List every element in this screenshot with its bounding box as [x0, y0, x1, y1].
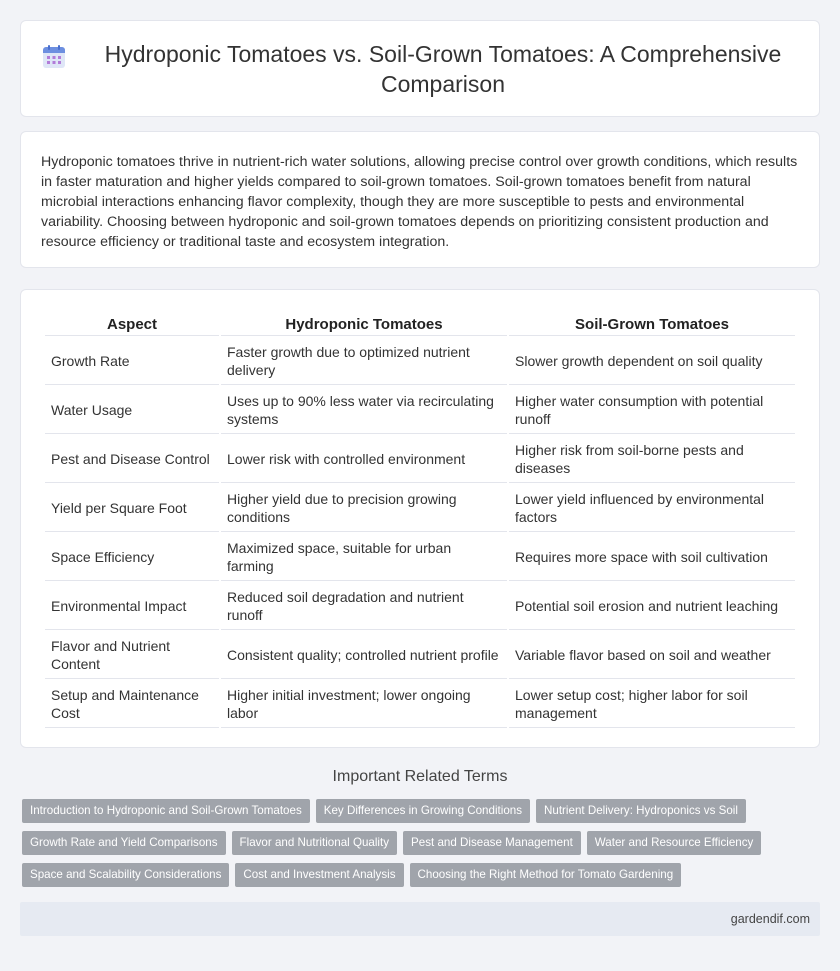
hydroponic-cell: Higher initial investment; lower ongoing labor — [221, 681, 507, 728]
aspect-cell: Pest and Disease Control — [45, 436, 219, 483]
soil-grown-cell: Requires more space with soil cultivation — [509, 534, 795, 581]
hydroponic-cell: Reduced soil degradation and nutrient runoff — [221, 583, 507, 630]
column-header: Hydroponic Tomatoes — [221, 312, 507, 336]
soil-grown-cell: Lower yield influenced by environmental factors — [509, 485, 795, 532]
table-row — [45, 534, 795, 581]
table-row — [45, 681, 795, 728]
hydroponic-cell: Faster growth due to optimized nutrient delivery — [221, 338, 507, 385]
soil-grown-cell: Potential soil erosion and nutrient leaching — [509, 583, 795, 630]
soil-grown-cell: Higher water consumption with potential runoff — [509, 387, 795, 434]
column-header: Aspect — [45, 312, 219, 336]
table-header-row — [45, 312, 795, 336]
related-term-tag[interactable]: Nutrient Delivery: Hydroponics vs Soil — [536, 799, 746, 823]
related-term-tag[interactable]: Introduction to Hydroponic and Soil-Grown Tomatoes — [22, 799, 310, 823]
related-term-tag[interactable]: Pest and Disease Management — [403, 831, 581, 855]
table-row — [45, 583, 795, 630]
related-terms-section — [0, 768, 840, 887]
page-title: Hydroponic Tomatoes vs. Soil-Grown Tomatoes: A Comprehensive Comparison — [104, 40, 782, 97]
page-header — [20, 20, 820, 117]
related-term-tag[interactable]: Water and Resource Efficiency — [587, 831, 762, 855]
aspect-cell: Setup and Maintenance Cost — [45, 681, 219, 728]
soil-grown-cell: Higher risk from soil-borne pests and diseases — [509, 436, 795, 483]
comparison-table — [43, 310, 797, 730]
table-row — [45, 632, 795, 679]
related-terms-title: Important Related Terms — [332, 768, 508, 785]
comparison-section — [20, 289, 820, 748]
table-row — [45, 485, 795, 532]
hydroponic-cell: Uses up to 90% less water via recirculating systems — [221, 387, 507, 434]
related-tags — [0, 799, 840, 887]
aspect-cell: Growth Rate — [45, 338, 219, 385]
related-term-tag[interactable]: Growth Rate and Yield Comparisons — [22, 831, 226, 855]
intro-paragraph: Hydroponic tomatoes thrive in nutrient-rich water solutions, allowing precise control over growth conditions, which results in faster maturation and higher yields compared to soil-grown tomatoes. Soil-grown tomatoes benefit from natural microbial interactions enhancing flavor complexity, though they are more susceptible to pests and environmental variability. Choosing between hydroponic and soil-grown tomatoes depends on prioritizing consistent production and resource efficiency or traditional taste and ecosystem integration. — [41, 154, 798, 250]
aspect-cell: Environmental Impact — [45, 583, 219, 630]
related-term-tag[interactable]: Space and Scalability Considerations — [22, 863, 229, 887]
footer — [20, 902, 820, 936]
table-row — [45, 436, 795, 483]
calendar-icon — [41, 44, 67, 70]
hydroponic-cell: Consistent quality; controlled nutrient profile — [221, 632, 507, 679]
table-row — [45, 338, 795, 385]
hydroponic-cell: Maximized space, suitable for urban farming — [221, 534, 507, 581]
aspect-cell: Space Efficiency — [45, 534, 219, 581]
related-term-tag[interactable]: Cost and Investment Analysis — [235, 863, 403, 887]
related-term-tag[interactable]: Choosing the Right Method for Tomato Gardening — [410, 863, 682, 887]
intro-section — [20, 131, 820, 268]
site-link[interactable]: gardendif.com — [730, 912, 810, 926]
aspect-cell: Flavor and Nutrient Content — [45, 632, 219, 679]
hydroponic-cell: Lower risk with controlled environment — [221, 436, 507, 483]
soil-grown-cell: Lower setup cost; higher labor for soil management — [509, 681, 795, 728]
column-header: Soil-Grown Tomatoes — [509, 312, 795, 336]
aspect-cell: Yield per Square Foot — [45, 485, 219, 532]
related-term-tag[interactable]: Flavor and Nutritional Quality — [232, 831, 398, 855]
soil-grown-cell: Slower growth dependent on soil quality — [509, 338, 795, 385]
aspect-cell: Water Usage — [45, 387, 219, 434]
table-row — [45, 387, 795, 434]
related-term-tag[interactable]: Key Differences in Growing Conditions — [316, 799, 530, 823]
hydroponic-cell: Higher yield due to precision growing conditions — [221, 485, 507, 532]
soil-grown-cell: Variable flavor based on soil and weather — [509, 632, 795, 679]
